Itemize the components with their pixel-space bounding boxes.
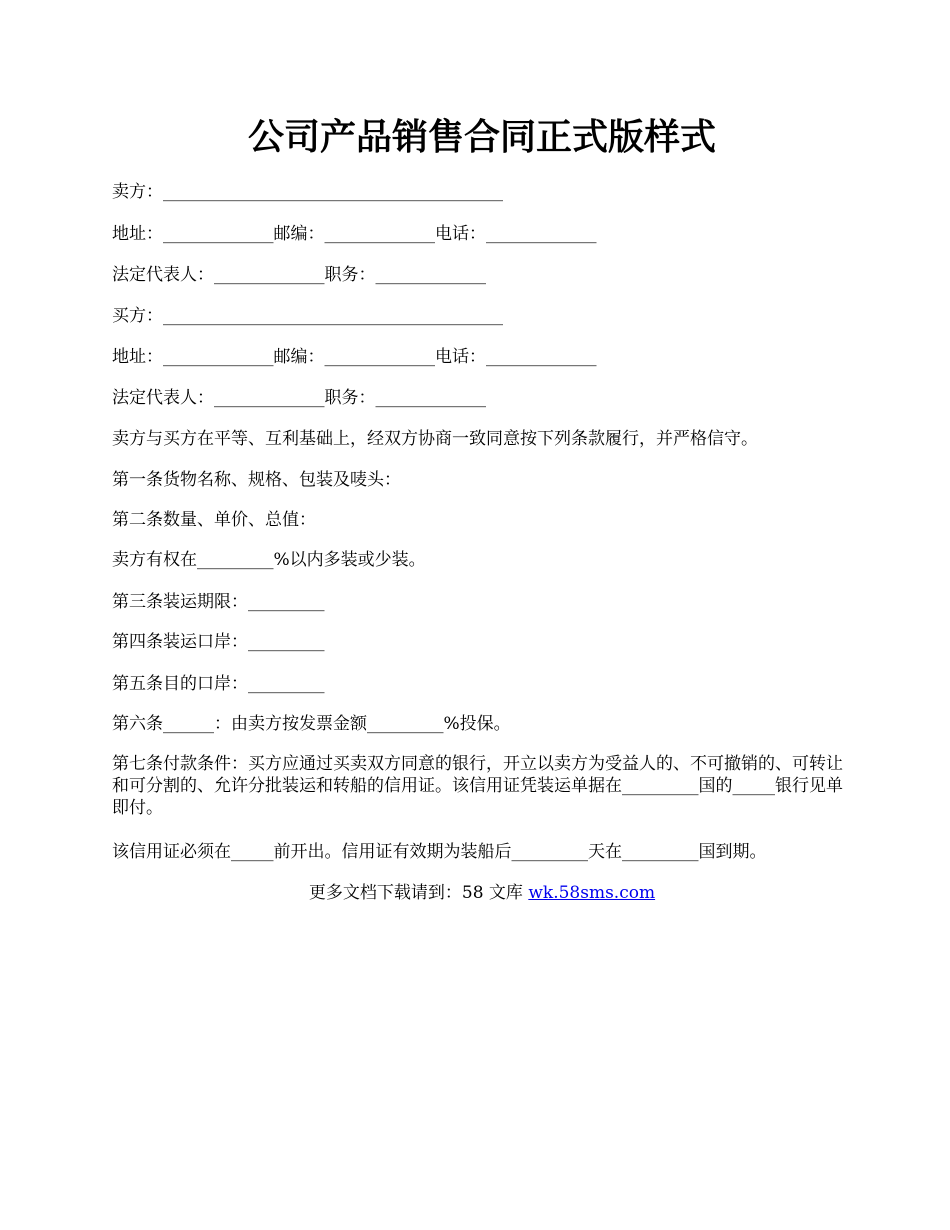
seller-representative-line: 法定代表人：_____________职务：_____________: [112, 265, 486, 285]
clause-3: 第三条装运期限：_________: [112, 592, 325, 612]
footer-prefix: 更多文档下载请到：58 文库: [308, 883, 529, 903]
document-title: 公司产品销售合同正式版样式: [247, 116, 716, 158]
clause-6: 第六条______：由卖方按发票金额_________%投保。: [112, 714, 511, 734]
buyer-representative-line: 法定代表人：_____________职务：_____________: [112, 388, 486, 408]
buyer-line: 买方：________________________________________: [112, 306, 503, 326]
clause-4: 第四条装运口岸：_________: [112, 632, 325, 652]
clause-2-note: 卖方有权在_________%以内多装或少装。: [112, 550, 426, 570]
seller-line: 卖方：________________________________________: [112, 182, 503, 202]
clause-2: 第二条数量、单价、总值：: [112, 510, 316, 530]
clause-5: 第五条目的口岸：_________: [112, 674, 325, 694]
clause-1: 第一条货物名称、规格、包装及唛头：: [112, 470, 401, 490]
clause-7: 第七条付款条件：买方应通过买卖双方同意的银行，开立以卖方为受益人的、不可撤销的、可转让和可分割的、允许分批装运和转船的信用证。该信用证凭装运单据在_________国的_____银行见单即付。: [112, 754, 843, 818]
buyer-address-line: 地址：_____________邮编：_____________电话：_____________: [112, 347, 597, 367]
clause-7-note: 该信用证必须在_____前开出。信用证有效期为装船后_________天在_________国到期。: [112, 842, 767, 862]
seller-address-line: 地址：_____________邮编：_____________电话：_____________: [112, 224, 597, 244]
footer-link[interactable]: wk.58sms.com: [528, 883, 656, 903]
intro-paragraph: 卖方与买方在平等、互利基础上，经双方协商一致同意按下列条款履行，并严格信守。: [112, 429, 758, 449]
footer-download-note: [112, 881, 852, 905]
